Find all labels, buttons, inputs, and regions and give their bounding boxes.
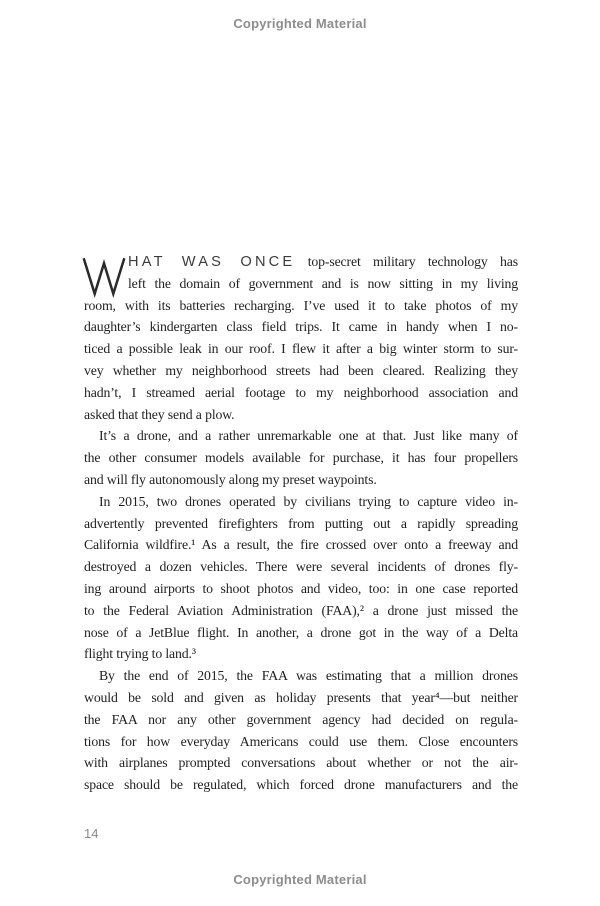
text-line: ticed a possible leak in our roof. I flew it after a big winter storm to sur- [84, 341, 518, 357]
text-line: with airplanes prompted conversations about whether or not the air- [84, 755, 518, 771]
paragraph [84, 251, 518, 425]
text-line: By the end of 2015, the FAA was estimating that a million drones [99, 668, 518, 684]
text-line [128, 251, 518, 273]
text-line: ing around airports to shoot photos and video, too: in one case reported [84, 580, 518, 596]
text-line: left the domain of government and is now sitting in my living [128, 275, 518, 291]
text-line: hadn’t, I streamed aerial footage to my neighborhood association and [84, 384, 518, 400]
text-line: to the Federal Aviation Administration (FAA),² a drone just missed the [84, 602, 518, 618]
top-copyright-notice: Copyrighted Material [233, 16, 367, 31]
paragraph [84, 665, 518, 796]
page-number: 14 [84, 826, 99, 841]
text-line: In 2015, two drones operated by civilians trying to capture video in- [99, 493, 518, 509]
body-text [84, 251, 518, 796]
text-line: room, with its batteries recharging. I’ve used it to take photos of my [84, 297, 518, 313]
text-line: space should be regulated, which forced drone manufacturers and the [84, 777, 518, 793]
paragraph [84, 491, 518, 665]
opening-smallcaps: HAT WAS ONCE [128, 254, 296, 270]
text-line-rest: top-secret military technology has [307, 254, 518, 269]
text-line: would be sold and given as holiday presents that year⁴—but neither [84, 689, 518, 705]
text-line: daughter’s kindergarten class field trips. It came in handy when I no- [84, 319, 518, 335]
text-line: vey whether my neighborhood streets had been cleared. Realizing they [84, 362, 518, 378]
dropcap-letter-w [82, 254, 126, 298]
text-line: flight trying to land.³ [84, 646, 196, 662]
text-line: destroyed a dozen vehicles. There were several incidents of drones fly- [84, 559, 518, 575]
text-line: asked that they send a plow. [84, 406, 235, 422]
dropcap-letter-text [84, 251, 85, 252]
text-line: tions for how everyday Americans could use them. Close encounters [84, 733, 518, 749]
paragraph [84, 425, 518, 490]
bottom-copyright-notice: Copyrighted Material [233, 872, 367, 887]
text-line: the other consumer models available for purchase, it has four propellers [84, 450, 518, 466]
text-line: It’s a drone, and a rather unremarkable one at that. Just like many of [99, 428, 518, 444]
text-line: California wildfire.¹ As a result, the fire crossed over onto a freeway and [84, 537, 518, 553]
text-line: the FAA nor any other government agency had decided on regula- [84, 711, 518, 727]
text-line: nose of a JetBlue flight. In another, a drone got in the way of a Delta [84, 624, 518, 640]
text-line: advertently prevented firefighters from putting out a rapidly spreading [84, 515, 518, 531]
text-line: and will fly autonomously along my preset waypoints. [84, 471, 377, 487]
